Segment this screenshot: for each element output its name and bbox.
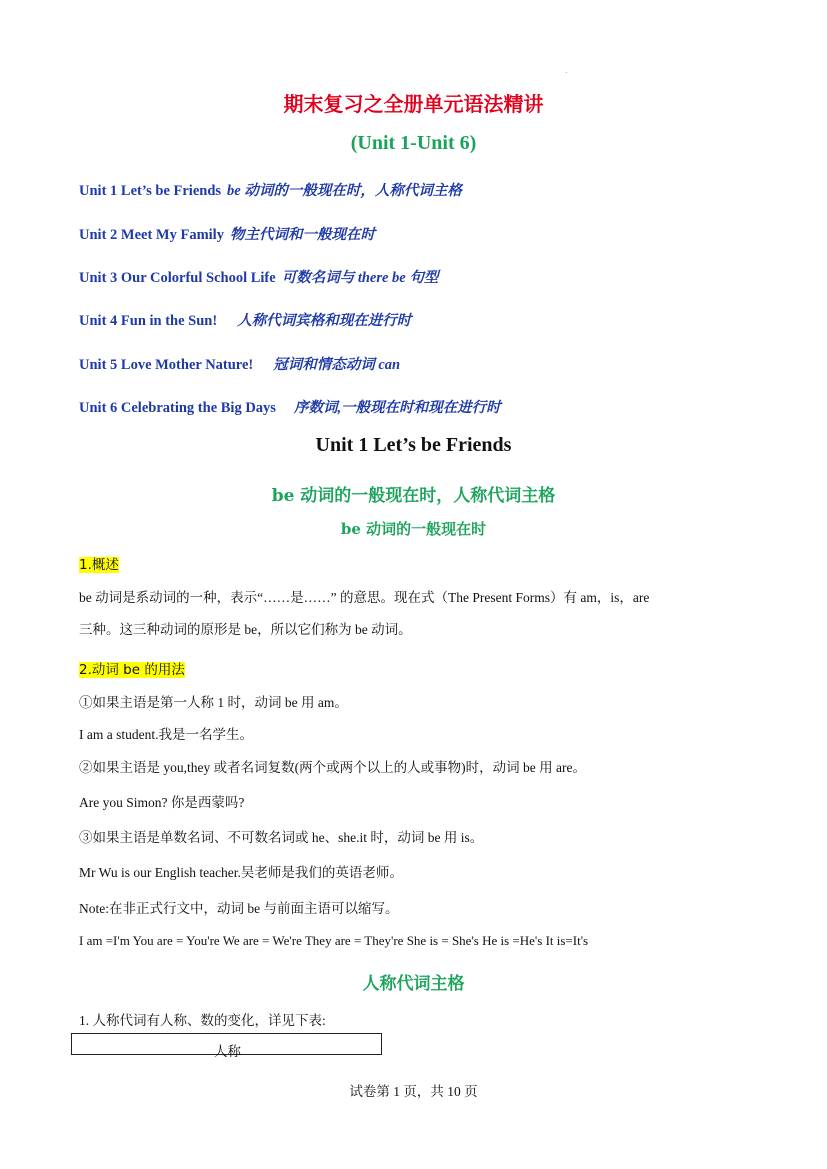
toc-unit: Unit 1 Let’s be Friends (79, 183, 222, 199)
toc-topic: 序数词,一般现在时和现在进行时 (293, 400, 501, 416)
toc-unit: Unit 5 Love Mother Nature! (79, 357, 254, 373)
toc-topic: 可数名词与 there be 句型 (281, 270, 439, 286)
page-title: 期末复习之全册单元语法精讲 (283, 92, 544, 116)
unit1-subheading: be 动词的一般现在时，人称代词主格 (271, 486, 556, 506)
section-label-usage: 2.动词 be 的用法 (79, 662, 185, 678)
contractions: I am =I'm You are = You're We are = We're They are = They're She is = She's He is =He's It is=It's (79, 933, 589, 948)
toc-item-unit5 (79, 353, 400, 374)
page-footer: 试卷第 1 页，共 10 页 (349, 1084, 478, 1099)
toc-item-unit6 (79, 396, 501, 417)
page-subtitle: (Unit 1-Unit 6) (350, 132, 477, 154)
toc-unit: Unit 6 Celebrating the Big Days (79, 400, 276, 416)
note: Note:在非正式行文中，动词 be 与前面主语可以缩写。 (79, 901, 399, 916)
section-label-overview: 1.概述 (79, 557, 119, 573)
toc-unit: Unit 2 Meet My Family (79, 227, 224, 243)
example-3: Mr Wu is our English teacher.吴老师是我们的英语老师。 (79, 865, 403, 880)
example-2: Are you Simon? 你是西蒙吗? (79, 795, 245, 810)
table-header-cell: 人称 (214, 1044, 241, 1059)
overview-line-2: 三种。这三种动词的原形是 be，所以它们称为 be 动词。 (79, 622, 412, 637)
toc-unit: Unit 3 Our Colorful School Life (79, 270, 276, 286)
toc-item-unit1 (79, 179, 462, 200)
toc-topic: 冠词和情态动词 can (273, 357, 401, 373)
pronoun-heading: 人称代词主格 (362, 974, 465, 994)
pronoun-table-header (71, 1033, 382, 1059)
overview-line-1: be 动词是系动词的一种，表示“……是……” 的意思。现在式（The Present Forms）有 am，is，are (79, 590, 650, 605)
unit1-heading: Unit 1 Let’s be Friends (315, 434, 512, 456)
toc-unit: Unit 4 Fun in the Sun! (79, 313, 218, 329)
toc-item-unit4 (79, 309, 411, 330)
toc-topic: be 动词的一般现在时，人称代词主格 (227, 183, 462, 199)
toc-topic: 人称代词宾格和现在进行时 (237, 313, 412, 329)
toc-item-unit2 (79, 223, 375, 244)
rule-2: ②如果主语是 you,they 或者名词复数(两个或两个以上的人或事物)时，动词 be 用 are。 (79, 760, 586, 775)
rule-1: ①如果主语是第一人称 1 时，动词 be 用 am。 (79, 695, 348, 710)
toc-item-unit3 (79, 266, 438, 287)
section-heading: be 动词的一般现在时 (340, 520, 487, 538)
rule-3: ③如果主语是单数名词、不可数名词或 he、she.it 时，动词 be 用 is。 (79, 830, 484, 845)
example-1: I am a student.我是一名学生。 (79, 727, 253, 742)
pronoun-intro: 1. 人称代词有人称、数的变化，详见下表: (79, 1013, 326, 1028)
toc-topic: 物主代词和一般现在时 (229, 227, 375, 243)
corner-dot: . (565, 66, 568, 75)
